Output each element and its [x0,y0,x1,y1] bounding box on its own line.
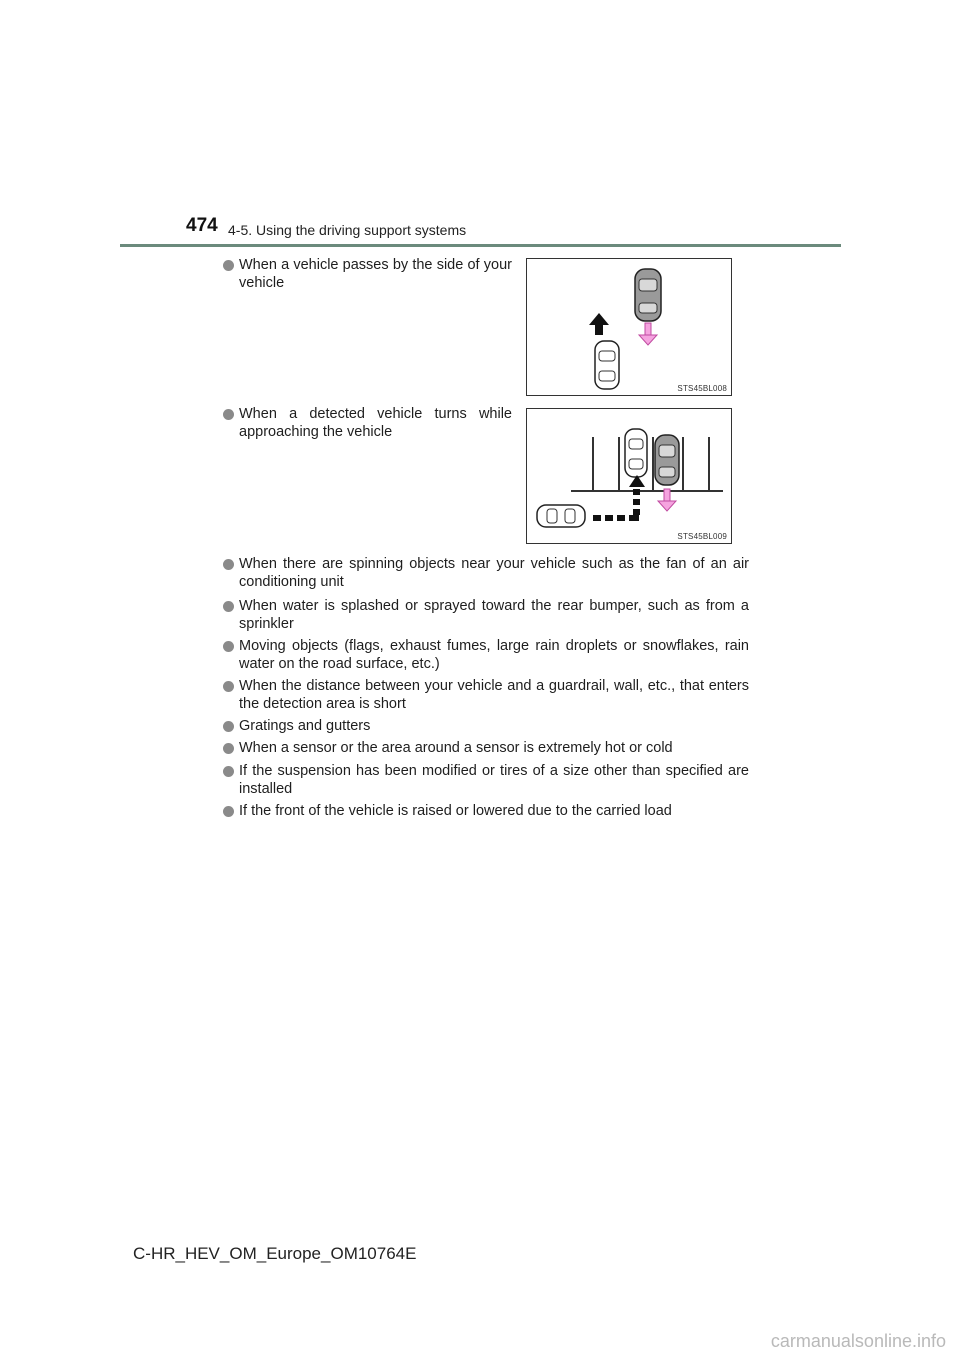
list-item-text: Gratings and gutters [239,718,371,734]
figure-code: STS45BL008 [677,384,727,393]
own-vehicle-icon [595,341,619,389]
figure-code: STS45BL009 [677,532,727,541]
list-item [239,256,512,292]
list-item-text: When there are spinning objects near your vehicle such as the fan of an air conditioning unit [239,556,749,590]
dashed-path-icon [593,489,640,521]
parked-vehicle-icon [625,429,647,477]
list-item [239,802,749,820]
list-item-text: If the suspension has been modified or tires of a size other than specified are installed [239,763,749,797]
list-item-text: When a detected vehicle turns while approaching the vehicle [239,406,512,440]
header-rule [120,244,841,247]
bullet-icon [223,766,234,777]
figure-vehicle-turning [526,408,732,544]
pink-arrow-down-icon [639,323,657,345]
vehicle-turning-diagram [527,409,731,543]
list-item-text: When a sensor or the area around a sensor is extremely hot or cold [239,740,673,756]
list-item [239,637,749,673]
bullet-icon [223,409,234,420]
bullet-icon [223,681,234,692]
watermark[interactable]: carmanualsonline.info [770,1331,946,1351]
bullet-icon [223,559,234,570]
page-number: 474 [186,215,218,236]
list-item [239,405,512,441]
list-item [239,597,749,633]
list-item [239,762,749,798]
bullet-icon [223,641,234,652]
pink-arrow-down-icon [658,489,676,511]
detected-vehicle-icon [635,269,661,321]
own-vehicle-icon [537,505,585,527]
bullet-icon [223,601,234,612]
vehicle-passing-diagram [527,259,731,395]
manual-code: C-HR_HEV_OM_Europe_OM10764E [133,1244,417,1263]
list-item [239,717,749,735]
list-item-text: When water is splashed or sprayed toward the rear bumper, such as from a sprinkler [239,598,749,632]
list-item-text: When a vehicle passes by the side of your vehicle [239,257,512,291]
section-title: 4-5. Using the driving support systems [228,222,467,238]
bullet-icon [223,260,234,271]
detected-vehicle-icon [655,435,679,485]
list-item-text: Moving objects (flags, exhaust fumes, large rain droplets or snowflakes, rain water on the road surface, etc.) [239,638,749,672]
list-item [239,739,749,757]
bullet-icon [223,743,234,754]
bullet-icon [223,721,234,732]
list-item-text: If the front of the vehicle is raised or lowered due to the carried load [239,803,672,819]
list-item [239,555,749,591]
bullet-icon [223,806,234,817]
black-arrow-up-icon [589,313,609,335]
list-item [239,677,749,713]
figure-vehicle-passing [526,258,732,396]
list-item-text: When the distance between your vehicle and a guardrail, wall, etc., that enters the detection area is short [239,678,749,712]
